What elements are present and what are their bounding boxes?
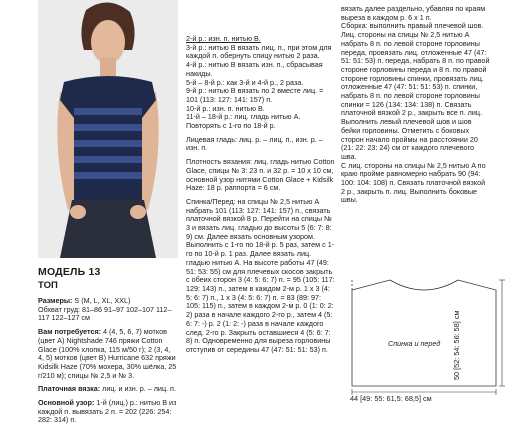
model-title: МОДЕЛЬ 13 [38,266,101,278]
schematic-label: Спинка и перед [388,339,441,348]
gauge-paragraph: Плотность вязания: лиц. гладь нитью Cotton Glace, спицы № 3: 23 п. и 32 р. = 10 х 10 см, основной узор нитями Cotton Glace + Kidsilk Haze: 18 р. раппорта = 6 см. [186,157,335,193]
main-pattern-paragraph: Основной узор: 1-й (лиц.) р.: нитью B из каждой п. вывязать 2 п. = 202 (226: 254: 282: 314) п. [38,398,177,425]
assembly-paragraph: Сборка: выполнить правый плечевой шов. Лиц. стороны на спицы № 2,5 нитью A набрать 8 п. по левой стороне горловины переда, провязать лиц. отложенные 47 (47: 51: 51: 53) п. переда, набрать 8 п. по правой стороне горловины переда и 8 п. по правой стороне горловины спинки, провязать лиц. отложенные 47 (47: 51: 51: 53) п. спинки, набрать 8 п. по левой стороне горловины спинки = 126 (134: 134: 138) п. Связать платочной вязкой 2 р., закрыть все п. лиц. [341,21,490,118]
height-dimension: 50 [52: 54: 56: 58] см [452,310,461,380]
row-5-8: 5-й – 8-й р.: как 3-й и 4-й р., 2 раза. [186,77,304,87]
shoulder-seam-paragraph: Выполнить левый плечевой шов и шов бейки горловины. Отметить с боковых сторон начало проймы на расстоянии 20 (21: 22: 23: 24) см от каждого плечевого шва. [341,117,478,161]
model-subtitle: ТОП [38,280,58,291]
width-dimension: 44 [49: 55: 61,5: 68,5] см [350,394,432,403]
stockinette-paragraph: Лицевая гладь: лиц. р. – лиц. п., изн. р. – изн. п. [186,134,323,153]
materials-column [38,297,178,425]
row-10: 10-й р.: изн. п. нитью B. [186,103,265,113]
row-11-18: 11-й – 18-й р.: лиц. гладь нитью А. [186,112,301,122]
neck-continue-paragraph: вязать далее раздельно, убавляя по краям выреза в каждом р. 6 х 1 п. [341,4,486,22]
row-2: 2-й р.: изн. п. нитью B. [186,34,261,43]
row-3: 3-й р.: нитью B вязать лиц. п., при этом для каждой п. обернуть спицу нитью 2 раза. [186,42,332,61]
model-photo [38,0,178,258]
instructions-column [186,35,336,355]
armhole-paragraph: С лиц. стороны на спицы № 2,5 нитью A по краю пройме равномерно набрать 90 (94: 100: 104: 108) п. Связать платочной вязкой 2 р., закрыть п. лиц. Выполнить боковые швы. [341,160,486,205]
chest-paragraph: Обхват груд: 81–86 91–97 102–107 112–117 122–127 см [38,304,172,323]
row-9: 9-й р.: нитью B вязать по 2 вместе лиц. = 101 (113: 127: 141: 157) п. [186,86,324,104]
back-front-paragraph: Спинка/Перед: на спицы № 2,5 нитью A набрать 101 (113: 127: 141: 157) п., связать платочной вязкой 8 р. Перейти на спицы № 3 и вязать лиц. гладью до высоты 5 (6: 7: 8: 9) см. Далее вязать основным узором. Выполнить с 1-го по 18-й р. 5 раз, затем с 1-го по 10-й р. 1 раз. Далее вязать лиц. гладью нитью А. На высоте работы 47 (49: 51: 53: 55) см для плечевых скосов закрыть с обеих сторон 3 (4: 5: 6: 7) п. = 95 (105: 117: 129: 143) п., затем в каждом 2-м р. 1 х 3 (4: 5: 6: 7) п., 1 х 3 (4: 5: 6: 7) п. = 83 (89: 97: 105: 115) п., затем в каждом 2-м р. 0 (1: 0: 2: 2) раза в начале каждого 2-го р., затем 4 (5: 6: 7: -) р. 2 (1: 2: -) раза в начале каждого след. 2-го р. Закрыть оставшиеся 4 (5: 6: 7: 8) п. Одновременно для выреза горловины отступив от середины 47 (47: 51: 51: 53) п. [186,196,335,354]
garment-schematic [336,256,510,408]
sizes-paragraph: Размеры: S (M, L, XL, XXL) [38,296,131,305]
garter-paragraph: Платочная вязка: лиц. и изн. р. – лиц. п. [38,384,176,394]
row-4: 4-й р.: нитью B вязать изн. п., сбрасывая накиды. [186,60,323,78]
assembly-column [341,5,491,205]
materials-paragraph: Вам потребуется: 4 (4, 5, 6, 7) мотков (цвет A) Nightshade 746 пряжи Cotton Glace (100% хлопка, 115 м/50 г); 2 (3, 4, 4, 5) мотков (цвет B) Hurricane 632 пряжи Kidsilk Haze (70% мохера, 30% шёлка, 25 г/210 м); спицы № 2,5 и № 3. [38,327,177,380]
repeat-note: Повторять с 1-го по 18-й р. [186,121,276,131]
